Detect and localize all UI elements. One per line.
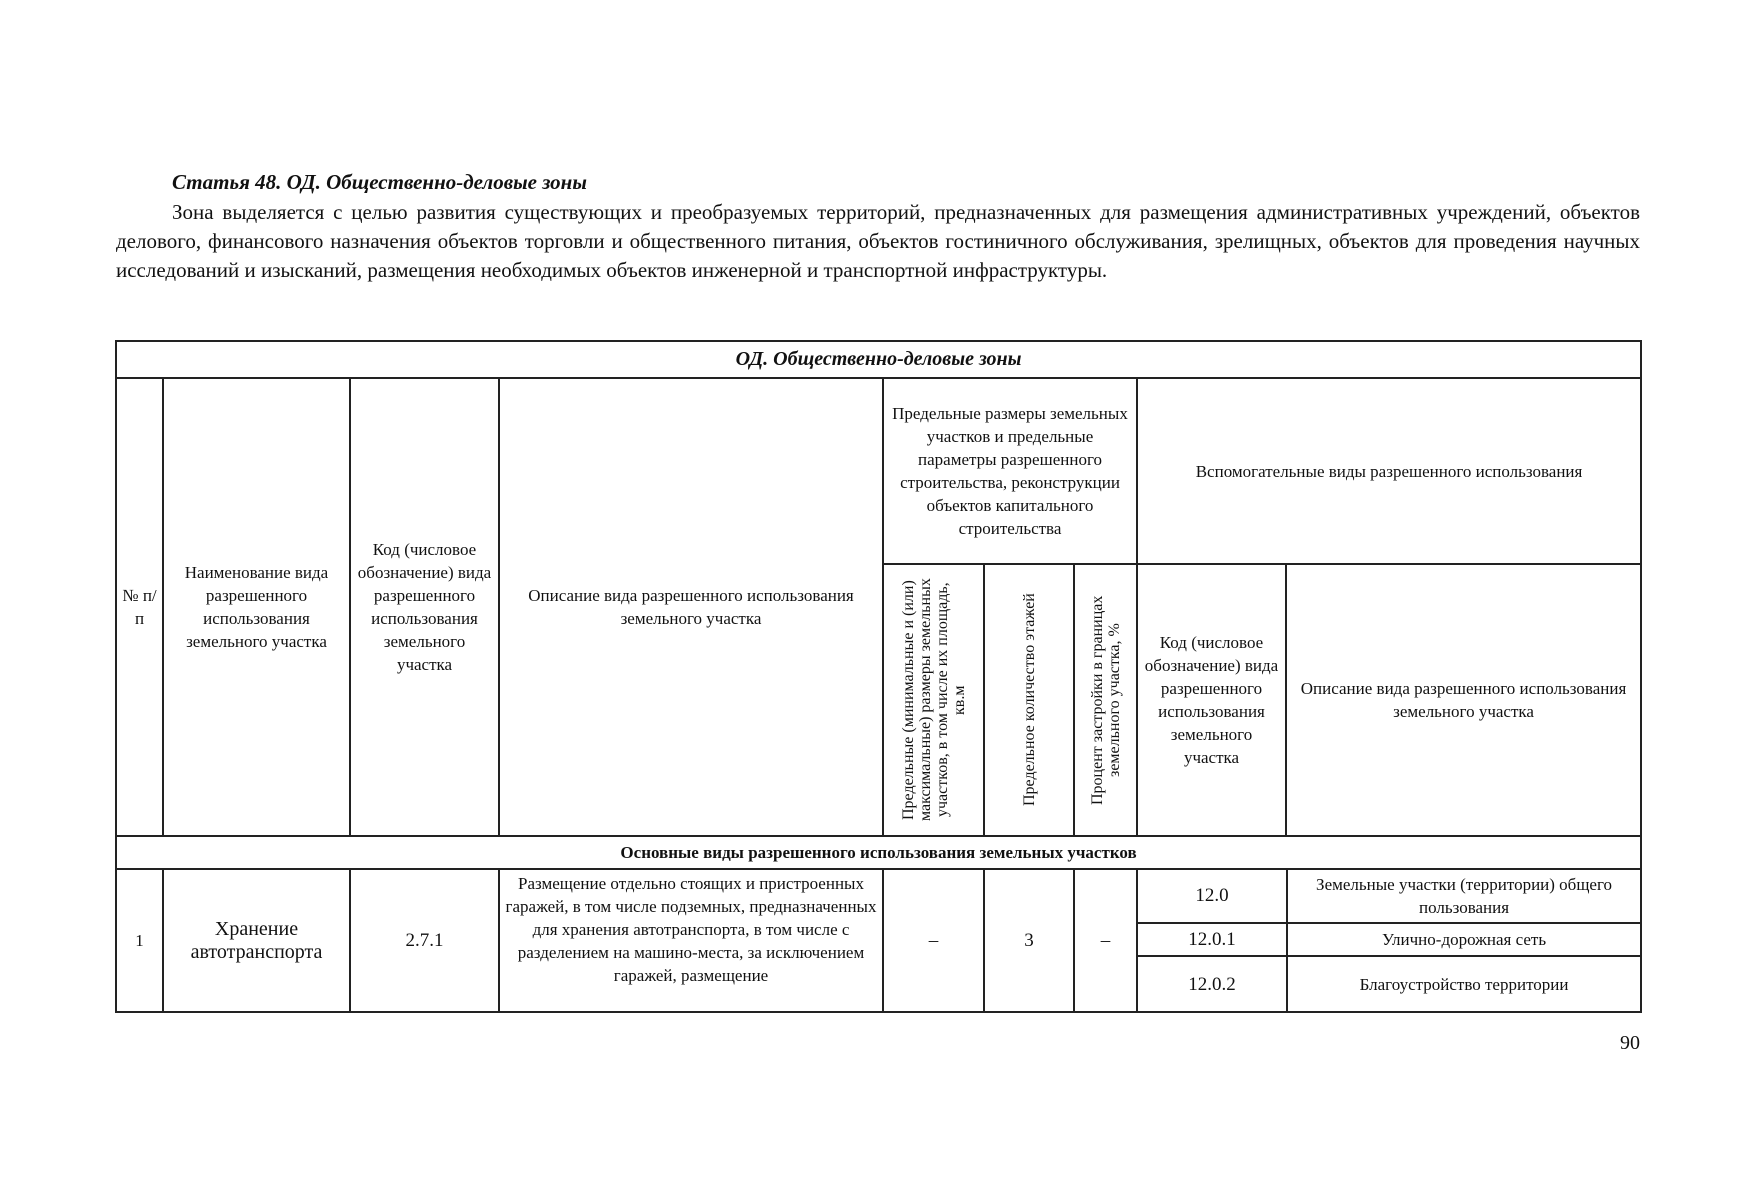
row-limit-floors: 3 (984, 869, 1074, 1012)
header-use-code: Код (числовое обозначение) вида разрешенного использования земельного участка (350, 378, 499, 836)
row-limit-percent: – (1074, 869, 1137, 1012)
header-use-name: Наименование вида разрешенного использования земельного участка (163, 378, 350, 836)
header-number: № п/п (116, 378, 163, 836)
aux-description: Земельные участки (территории) общего пользования (1287, 870, 1640, 923)
header-limit-area (883, 564, 984, 836)
aux-uses-table (1138, 870, 1640, 1011)
header-aux-code: Код (числовое обозначение) вида разрешенного использования земельного участка (1137, 564, 1286, 836)
header-limits-group: Предельные размеры земельных участков и предельные параметры разрешенного строительства, реконструкции объектов капитального строительства (883, 378, 1137, 564)
aux-code: 12.0.1 (1138, 923, 1287, 956)
row-auxiliary-uses (1137, 869, 1641, 1012)
article-heading: Статья 48. ОД. Общественно-деловые зоны (172, 170, 587, 194)
zone-table (115, 340, 1642, 1013)
header-limit-floors (984, 564, 1074, 836)
section-title: Основные виды разрешенного использования земельных участков (116, 836, 1641, 869)
row-use-code: 2.7.1 (350, 869, 499, 1012)
zone-table-title: ОД. Общественно-деловые зоны (116, 341, 1641, 378)
page-number: 90 (1620, 1032, 1640, 1054)
article-intro: Зона выделяется с целью развития существующих и преобразуемых территорий, предназначенных для размещения административных учреждений, объектов делового, финансового назначения объектов торговли и общественного питания, объектов гостиничного обслуживания, зрелищных, объектов для проведения научных исследований и изысканий, размещения необходимых объектов инженерной и транспортной инфраструктуры. (116, 200, 1640, 282)
header-auxiliary-group: Вспомогательные виды разрешенного использования (1137, 378, 1641, 564)
row-limit-area: – (883, 869, 984, 1012)
header-limit-floors-text: Предельное количество этажей (1020, 593, 1038, 807)
header-use-description: Описание вида разрешенного использования земельного участка (499, 378, 883, 836)
aux-description: Благоустройство территории (1359, 974, 1569, 994)
header-limit-percent (1074, 564, 1137, 836)
header-aux-description: Описание вида разрешенного использования земельного участка (1286, 564, 1641, 836)
header-limit-percent-text: Процент застройки в границах земельного участка, % (1088, 595, 1123, 805)
aux-code: 12.0 (1138, 870, 1287, 923)
row-use-name: Хранение автотранспорта (163, 869, 350, 1012)
header-limit-area-text: Предельные (минимальные и (или) максимальные) размеры земельных участков, в том числе их площадь, кв.м (899, 578, 968, 822)
row-number: 1 (116, 869, 163, 1012)
row-use-description: Размещение отдельно стоящих и пристроенных гаражей, в том числе подземных, предназначенных для хранения автотранспорта, в том числе с разделением на машино-места, за исключением гаражей, размещение (499, 869, 883, 1012)
list-item (1138, 870, 1640, 923)
list-item (1138, 956, 1640, 1011)
list-item (1138, 923, 1640, 956)
aux-description: Улично-дорожная сеть (1287, 923, 1640, 956)
table-row (116, 869, 1641, 1012)
aux-code: 12.0.2 (1138, 956, 1287, 1011)
